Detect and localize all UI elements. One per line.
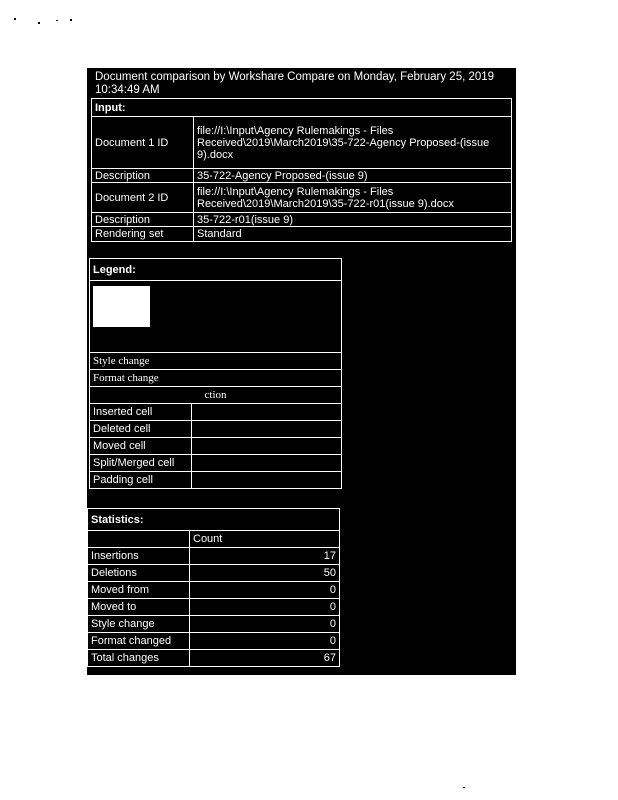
legend-inserted-cell: Inserted cell xyxy=(90,404,192,421)
description1-label: Description xyxy=(92,169,194,183)
statistics-table xyxy=(87,508,340,667)
doc1-id-label: Document 1 ID xyxy=(92,117,194,169)
legend-moved-swatch xyxy=(192,438,342,455)
legend-sample-box xyxy=(93,286,150,327)
input-heading: Input: xyxy=(92,99,512,117)
legend-padding-swatch xyxy=(192,472,342,489)
stat-format-changed-count: 0 xyxy=(190,633,340,650)
legend-moved-partial: ction xyxy=(90,387,342,404)
doc1-id-value: file://I:\Input\Agency Rulemakings - Files Received\2019\March2019\35-722-Agency Proposed-(issue 9).docx xyxy=(194,117,512,169)
stat-moved-from-label: Moved from xyxy=(88,582,190,599)
comparison-title: Document comparison by Workshare Compare on Monday, February 25, 2019 10:34:49 AM xyxy=(95,71,495,96)
stat-moved-to-count: 0 xyxy=(190,599,340,616)
stat-total-changes-label: Total changes xyxy=(88,650,190,667)
statistics-heading: Statistics: xyxy=(88,509,340,531)
doc2-id-label: Document 2 ID xyxy=(92,183,194,213)
rendering-set-label: Rendering set xyxy=(92,227,194,242)
scan-speck xyxy=(38,22,40,24)
legend-heading: Legend: xyxy=(90,259,342,281)
stat-deletions-count: 50 xyxy=(190,565,340,582)
legend-split-merged-swatch xyxy=(192,455,342,472)
stat-style-change-label: Style change xyxy=(88,616,190,633)
description2-label: Description xyxy=(92,213,194,227)
legend-split-merged-cell: Split/Merged cell xyxy=(90,455,192,472)
description1-value: 35-722-Agency Proposed-(issue 9) xyxy=(194,169,512,183)
stat-insertions-count: 17 xyxy=(190,548,340,565)
stat-moved-to-label: Moved to xyxy=(88,599,190,616)
legend-deleted-swatch xyxy=(192,421,342,438)
stat-format-changed-label: Format changed xyxy=(88,633,190,650)
stat-moved-from-count: 0 xyxy=(190,582,340,599)
legend-padding-cell: Padding cell xyxy=(90,472,192,489)
legend-moved-cell: Moved cell xyxy=(90,438,192,455)
scan-speck xyxy=(56,20,58,21)
stat-insertions-label: Insertions xyxy=(88,548,190,565)
legend-format-change: Format change xyxy=(90,370,342,387)
description2-value: 35-722-r01(issue 9) xyxy=(194,213,512,227)
legend-style-change: Style change xyxy=(90,353,342,370)
scan-speck xyxy=(463,787,465,788)
doc2-id-value: file://I:\Input\Agency Rulemakings - Files Received\2019\March2019\35-722-r01(issue 9).docx xyxy=(194,183,512,213)
legend-inserted-swatch xyxy=(192,404,342,421)
scan-speck xyxy=(70,19,72,21)
input-table xyxy=(91,98,512,242)
scan-speck xyxy=(14,18,16,20)
legend-deleted-cell: Deleted cell xyxy=(90,421,192,438)
statistics-blank-header xyxy=(88,531,190,548)
stat-style-change-count: 0 xyxy=(190,616,340,633)
stat-total-changes-count: 67 xyxy=(190,650,340,667)
rendering-set-value: Standard xyxy=(194,227,512,242)
statistics-count-header: Count xyxy=(190,531,340,548)
stat-deletions-label: Deletions xyxy=(88,565,190,582)
